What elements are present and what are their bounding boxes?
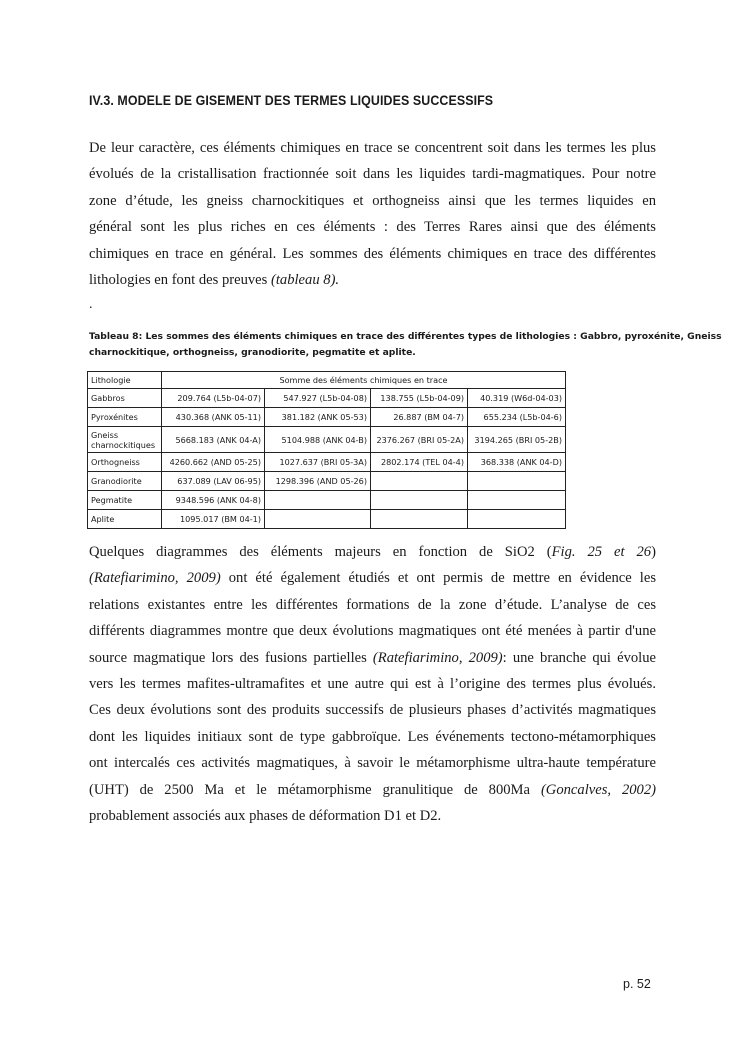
row-label-line: charnockitiques (91, 439, 156, 450)
table-cell (468, 491, 566, 510)
paragraph-text: ) (651, 544, 656, 560)
table-cell: 40.319 (W6d-04-03) (468, 389, 566, 408)
paragraph-line: chimiques en trace en général. Les sommes des éléments chimiques en trace des différentes (89, 245, 656, 262)
row-label: Granodiorite (88, 472, 162, 491)
table-cell (371, 510, 468, 529)
paragraph-diagrams (89, 539, 656, 829)
table-cell: 1095.017 (BM 04-1) (162, 510, 265, 529)
paragraph-text: ont été également étudiés et ont permis de mettre en évidence les (220, 570, 657, 587)
table-cell: 381.182 (ANK 05-53) (265, 408, 371, 427)
table-row (88, 453, 566, 472)
table-cell: 4260.662 (AND 05-25) (162, 453, 265, 472)
paragraph-line: De leur caractère, ces éléments chimiques en trace se concentrent soit dans les termes les plus (89, 140, 656, 156)
table-cell (371, 472, 468, 491)
paragraph-text: source magmatique lors des fusions partielles (89, 649, 373, 666)
paragraph-line: différents diagrammes montre que deux évolutions magmatiques ont été menées à partir d'une (89, 623, 656, 640)
paragraph-line: Ces deux évolutions sont des produits successifs de plusieurs phases d’activités magmatiques (89, 702, 656, 719)
row-label: Pyroxénites (88, 408, 162, 427)
table-row (88, 472, 566, 491)
paragraph-line: probablement associés aux phases de déformation D1 et D2. (89, 807, 442, 824)
paragraph-text: Quelques diagrammes des éléments majeurs en fonction de SiO2 ( (89, 544, 552, 560)
table-caption (89, 329, 722, 361)
row-label: Gabbros (88, 389, 162, 408)
table-cell: 5668.183 (ANK 04-A) (162, 427, 265, 453)
table-cell: 1027.637 (BRI 05-3A) (265, 453, 371, 472)
row-label: Pegmatite (88, 491, 162, 510)
paragraph-line: général sont les plus riches en ces éléments : des Terres Rares ainsi que des éléments (89, 219, 656, 236)
table-row (88, 491, 566, 510)
paragraph-text: : une branche qui évolue (502, 649, 656, 666)
table-cell (265, 491, 371, 510)
row-label (88, 427, 162, 453)
table-cell: 5104.988 (ANK 04-B) (265, 427, 371, 453)
table-row (88, 408, 566, 427)
header-sum: Somme des éléments chimiques en trace (162, 372, 566, 389)
table-cell: 26.887 (BM 04-7) (371, 408, 468, 427)
table-reference: (tableau 8). (270, 271, 340, 288)
paragraph-text: lithologies en font des preuves (89, 271, 271, 288)
paragraph-line: zone d’étude, les gneiss charnockitiques et orthogneiss ainsi que les termes liquides en (89, 192, 656, 209)
table-cell: 430.368 (ANK 05-11) (162, 408, 265, 427)
table-cell: 1298.396 (AND 05-26) (265, 472, 371, 491)
table-cell: 3194.265 (BRI 05-2B) (468, 427, 566, 453)
table-cell (468, 510, 566, 529)
table-cell (371, 491, 468, 510)
table-cell: 547.927 (L5b-04-08) (265, 389, 371, 408)
paragraph-line: évolués de la cristallisation fractionnée soit dans les liquides tardi-magmatiques. Pour notre (89, 166, 656, 183)
paragraph-line (89, 565, 656, 591)
figure-reference: Fig. 25 et 26 (551, 544, 652, 560)
page-number: p. 52 (623, 977, 651, 991)
table-cell: 368.338 (ANK 04-D) (468, 453, 566, 472)
table-cell (265, 510, 371, 529)
paragraph-line: ont intercalés ces activités magmatiques, à savoir le métamorphisme ultra-haute température (89, 755, 656, 772)
paragraph-line (89, 645, 656, 671)
paragraph-text: (UHT) de 2500 Ma et le métamorphisme granulitique de 800Ma (89, 781, 541, 798)
paragraph-line (89, 539, 656, 565)
table-cell: 2802.174 (TEL 04-4) (371, 453, 468, 472)
paragraph-line: vers les termes mafites-ultramafites et une autre qui est à l’origine des termes plus évolués. (89, 675, 656, 692)
paragraph-line (89, 267, 656, 293)
citation: (Ratefiarimino, 2009) (89, 570, 221, 587)
paragraph-intro (89, 135, 656, 293)
table-row (88, 389, 566, 408)
table-cell: 9348.596 (ANK 04-8) (162, 491, 265, 510)
table-cell: 138.755 (L5b-04-09) (371, 389, 468, 408)
caption-line: Tableau 8: Les sommes des éléments chimiques en trace des différentes types de lithologies : Gabbro, pyroxénite, Gneiss (89, 331, 722, 342)
trace-elements-table (87, 371, 566, 529)
table-row (88, 427, 566, 453)
header-lithologie: Lithologie (88, 372, 162, 389)
caption-line: charnockitique, orthogneiss, granodiorite, pegmatite et aplite. (89, 347, 416, 358)
row-label-line: Gneiss (91, 429, 119, 440)
table-cell: 655.234 (L5b-04-6) (468, 408, 566, 427)
table-cell (468, 472, 566, 491)
row-label: Orthogneiss (88, 453, 162, 472)
paragraph-line: relations existantes entre les différentes formations de la zone d’étude. L’analyse de ces (89, 596, 656, 613)
table-header-row (88, 372, 566, 389)
table-cell: 2376.267 (BRI 05-2A) (371, 427, 468, 453)
table-cell: 637.089 (LAV 06-95) (162, 472, 265, 491)
citation: (Goncalves, 2002) (540, 781, 656, 798)
table-row (88, 510, 566, 529)
section-heading: IV.3. MODELE DE GISEMENT DES TERMES LIQUIDES SUCCESSIFS (89, 93, 494, 108)
paragraph-line (89, 777, 656, 803)
separator-dot: . (89, 297, 93, 312)
table-cell: 209.764 (L5b-04-07) (162, 389, 265, 408)
row-label: Aplite (88, 510, 162, 529)
paragraph-line: dont les liquides initiaux sont de type gabbroïque. Les événements tectono-métamorphiques (89, 728, 656, 745)
citation: (Ratefiarimino, 2009) (372, 649, 503, 666)
